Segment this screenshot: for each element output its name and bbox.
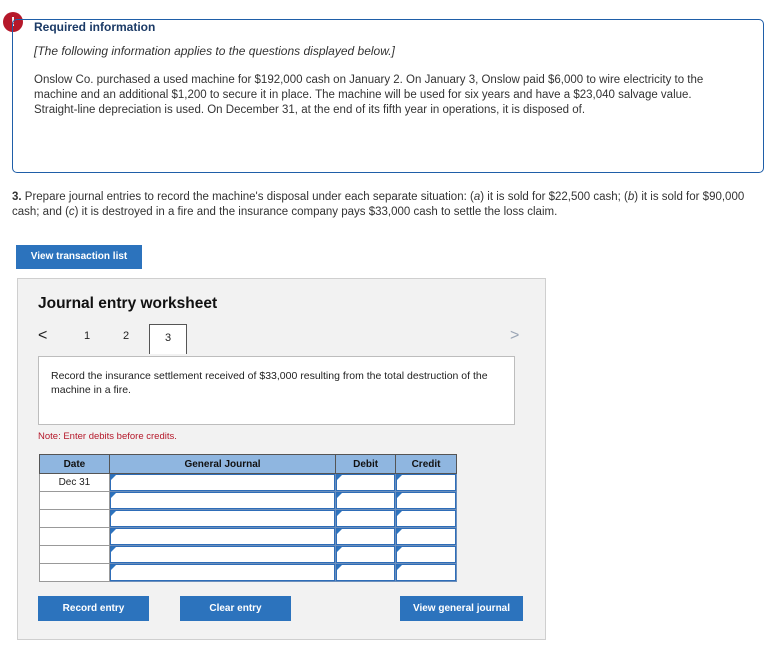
chevron-right-icon[interactable]: > xyxy=(510,327,520,344)
date-cell xyxy=(40,564,110,582)
table-row xyxy=(40,474,457,492)
date-cell xyxy=(40,546,110,564)
credit-input[interactable] xyxy=(396,510,457,528)
journal-entry-worksheet-panel xyxy=(17,278,546,640)
dropdown-marker-icon xyxy=(111,511,116,516)
dropdown-marker-icon xyxy=(111,529,116,534)
table-row xyxy=(40,510,457,528)
instruction-box xyxy=(38,356,515,425)
account-input[interactable] xyxy=(109,564,335,582)
input-marker-icon xyxy=(337,547,342,552)
debit-input[interactable] xyxy=(336,528,396,546)
dropdown-marker-icon xyxy=(111,493,116,498)
input-marker-icon xyxy=(397,565,402,570)
record-entry-button[interactable]: Record entry xyxy=(38,596,149,621)
debit-input[interactable] xyxy=(336,492,396,510)
question-part: ) it is destroyed in a fire and the insurance company pays $33,000 cash to settle the loss claim. xyxy=(74,206,558,218)
input-marker-icon xyxy=(337,475,342,480)
dropdown-marker-icon xyxy=(111,547,116,552)
instruction-text: Record the insurance settlement received of $33,000 resulting from the total destruction of the machine in a fire. xyxy=(51,370,488,396)
account-input[interactable] xyxy=(109,474,335,492)
dropdown-marker-icon xyxy=(111,475,116,480)
page-tab-1[interactable]: 1 xyxy=(84,330,91,342)
credit-input[interactable] xyxy=(396,474,457,492)
question-part: ) it is sold for $90,000 cash; and ( xyxy=(12,191,745,218)
required-information-subtitle: [The following information applies to the questions displayed below.] xyxy=(34,44,395,58)
debit-input[interactable] xyxy=(336,474,396,492)
date-cell xyxy=(40,528,110,546)
debit-input[interactable] xyxy=(336,510,396,528)
credit-input[interactable] xyxy=(396,528,457,546)
dropdown-marker-icon xyxy=(111,565,116,570)
column-header-date: Date xyxy=(40,455,110,474)
account-input[interactable] xyxy=(109,510,335,528)
credit-input[interactable] xyxy=(396,546,457,564)
input-marker-icon xyxy=(337,493,342,498)
table-row xyxy=(40,528,457,546)
account-input[interactable] xyxy=(109,492,335,510)
question-part: Prepare journal entries to record the machine's disposal under each separate situation: ( xyxy=(21,191,474,203)
input-marker-icon xyxy=(397,511,402,516)
question-number: 3. xyxy=(12,191,22,203)
date-cell xyxy=(40,510,110,528)
question-letter-a: a xyxy=(473,191,481,203)
input-marker-icon xyxy=(337,565,342,570)
input-marker-icon xyxy=(397,529,402,534)
table-row xyxy=(40,564,457,582)
alert-icon: ! xyxy=(3,12,23,32)
question-text xyxy=(12,190,772,220)
account-input[interactable] xyxy=(109,546,335,564)
page-tab-2[interactable]: 2 xyxy=(123,330,130,342)
debit-input[interactable] xyxy=(336,546,396,564)
table-row xyxy=(40,546,457,564)
table-row xyxy=(40,492,457,510)
debit-input[interactable] xyxy=(336,564,396,582)
date-cell xyxy=(40,492,110,510)
credit-input[interactable] xyxy=(396,564,457,582)
credit-input[interactable] xyxy=(396,492,457,510)
debits-note: Note: Enter debits before credits. xyxy=(38,431,177,442)
date-cell: Dec 31 xyxy=(40,474,110,492)
required-information-title: Required information xyxy=(34,20,156,34)
account-input[interactable] xyxy=(109,528,335,546)
worksheet-title: Journal entry worksheet xyxy=(38,295,218,312)
column-header-credit: Credit xyxy=(396,455,457,474)
input-marker-icon xyxy=(337,511,342,516)
question-letter-c: c xyxy=(68,206,75,218)
column-header-general-journal: General Journal xyxy=(109,455,335,474)
page-tab-3-active[interactable]: 3 xyxy=(149,324,187,354)
view-general-journal-button[interactable]: View general journal xyxy=(400,596,523,621)
input-marker-icon xyxy=(337,529,342,534)
question-letter-b: b xyxy=(627,191,635,203)
view-transaction-list-button[interactable]: View transaction list xyxy=(16,245,142,269)
input-marker-icon xyxy=(397,475,402,480)
column-header-debit: Debit xyxy=(336,455,396,474)
input-marker-icon xyxy=(397,493,402,498)
clear-entry-button[interactable]: Clear entry xyxy=(180,596,291,621)
input-marker-icon xyxy=(397,547,402,552)
chevron-left-icon[interactable]: < xyxy=(38,327,48,344)
question-part: ) it is sold for $22,500 cash; ( xyxy=(480,191,628,203)
journal-grid xyxy=(39,454,457,582)
required-information-text: Onslow Co. purchased a used machine for $192,000 cash on January 2. On January 3, Onslow paid $6,000 to wire electricity to the machine and an additional $1,200 to secure it in place. The machine will be used for six years and have a $23,040 salvage value. Straight-line depreciation is used. On December 31, at the end of its fifth year in operations, it is disposed of. xyxy=(34,74,704,116)
